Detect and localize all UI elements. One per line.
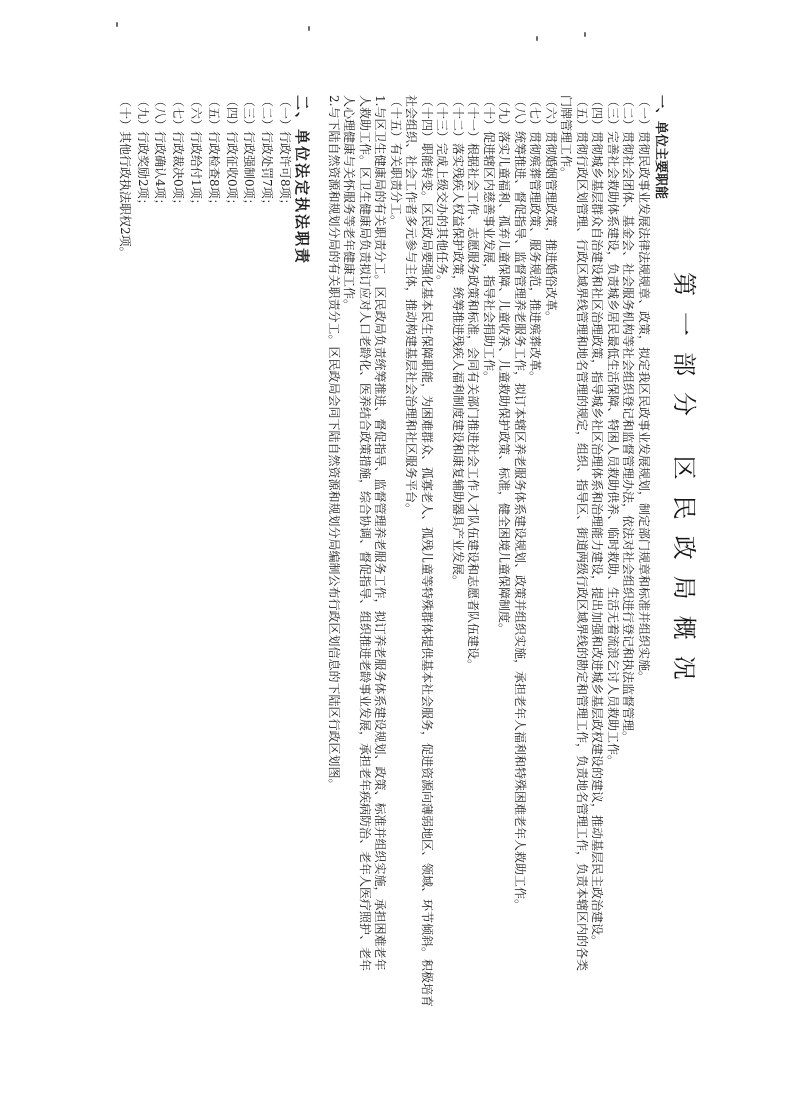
function-item: [527, 95, 543, 1007]
main-functions-list: [326, 95, 652, 1007]
function-item: [636, 95, 652, 1007]
function-line: 2.与下陆自然资源和规划分局的有关职责分工。区民政局会同下陆自然资源和规划分局编制公布行政区划信息的下陆区行政区划图。: [327, 95, 341, 791]
function-item: [465, 95, 481, 1007]
function-item: [512, 95, 528, 1007]
function-line: （五）贯彻行政区划管理、行政区域界线管理和地名管理的规定，组织、指导区、街道两级行政区域界线的勘定和管理工作，负责地名管理工作，负责本辖区内的各类: [575, 95, 589, 972]
function-line: （十四）职能转变。区民政局要强化基本民生保障职能，为困难群众、孤寡老人、孤残儿童等特殊群体提供基本社会服务，促进资源向薄弱地区、领域、环节倾斜。积极培育: [420, 95, 434, 1008]
function-line: 人救助工作。区卫生健康局负责拟订应对人口老龄化、医养结合政策措施，综合协调、督促指导、组织推进老龄事业发展，承担老年疾病防治、老年人医疗照护、老年: [358, 95, 372, 972]
function-item: [403, 95, 434, 1007]
enforcement-item: （四）行政征收0项；: [224, 95, 239, 211]
function-item: [589, 95, 605, 1007]
function-line: （七）贯彻殡葬管理政策、服务规范，推进殡葬改革。: [528, 95, 543, 384]
enforcement-item: （一）行政许可8项；: [278, 95, 292, 211]
function-item: [326, 95, 342, 1007]
function-item: [434, 95, 450, 1007]
function-item: [605, 95, 621, 1007]
enforcement-item: （五）行政检查8项；: [206, 95, 221, 211]
scan-speck: [308, 26, 310, 31]
function-line: （二）贯彻社会团体、基金会、社会服务机构等社会组织登记和监督管理办法，依法对社会组织进行登记和执法监督管理。: [621, 95, 636, 744]
function-item: [450, 95, 466, 1007]
function-item: [620, 95, 636, 1007]
function-line: （一）贯彻民政事业发展法律法规规章、政策，拟定我区民政事业发展规划，制定部门规章和标准并组织实施。: [637, 95, 651, 684]
enforcement-item: （六）行政给付1项；: [189, 95, 204, 211]
enforcement-item: （七）行政裁决0项；: [171, 95, 186, 211]
function-line: 人心理健康与关怀服务等老年健康工作。: [342, 95, 357, 312]
function-line: （三）完善社会救助体系建设，负责城乡居民最低生活保障、特困人员救助供养、临时救助、生活无着流浪乞讨人员救助工作。: [606, 95, 620, 768]
section-heading-enforcement-duties: 二、单位法定执法职责: [293, 95, 311, 266]
enforcement-item: （三）行政强制0项；: [242, 95, 257, 211]
enforcement-item: （九）行政奖励2项；: [135, 95, 150, 211]
function-line: （六）贯彻婚姻管理政策，推进婚俗改革。: [544, 95, 558, 324]
function-item: [496, 95, 512, 1007]
scan-speck: [584, 32, 586, 37]
function-line: （十）促进辖区内慈善事业发展，指导社会捐助工作。: [482, 95, 496, 384]
function-line: （八）统筹推进、督促指导、监督管理养老服务工作，拟订本辖区养老服务体系建设规划、政策并组织实施，承担老年人福利和特殊困难老年人救助工作。: [513, 95, 527, 912]
function-item: [543, 95, 559, 1007]
function-item: [481, 95, 497, 1007]
function-line: （十五）有关职责分工。: [389, 95, 403, 228]
scan-speck: [116, 22, 118, 27]
function-line: 社会组织、社会工作者多元参与主体，推动构建基层社会治理和社区服务平台。: [404, 95, 419, 516]
function-line: 1.与区卫生健康局的有关职责分工。区民政局负责统筹推进、督促指导、监督管理养老服务工作，拟订养老服务体系建设规划、政策、标准并组织实施，承担困难老年: [373, 95, 388, 971]
function-line: （十二）落实残疾人权益保护政策，统筹推进残疾人福利制度建设和康复辅助器具产业发展。: [451, 95, 465, 588]
scan-speck: [536, 36, 538, 41]
part-title: 第一部分 区民政局概况: [670, 272, 698, 696]
function-item: [341, 95, 388, 1007]
function-line: （十三）完成上级交办的其他任务。: [435, 95, 450, 288]
function-item: [558, 95, 589, 1007]
function-line: （四）贯彻城乡基层群众自治建设和社区治理政策，指导城乡社区治理体系和治理能力建设，提出加强和改进城乡基层政权建设的建议，推动基层民主政治建设。: [590, 95, 605, 948]
function-line: 门牌管理工作。: [559, 95, 574, 180]
enforcement-item: （十）其他行政执法职权2项。: [117, 95, 132, 259]
section-heading-main-functions: 一、单位主要职能: [653, 95, 668, 200]
enforcement-item: （二）行政处罚7项；: [260, 95, 275, 211]
function-line: （九）落实儿童福利、孤弃儿童保障、儿童收养、儿童救助保护政策、标准，健全困境儿童保障制度。: [497, 95, 512, 636]
enforcement-item: （八）行政确认4项；: [153, 95, 168, 211]
enforcement-duties-list: [115, 95, 293, 259]
function-item: [388, 95, 404, 1007]
function-line: （十一）根据社会工作、志愿服务政策和标准，会同有关部门推进社会工作人才队伍建设和志愿者队伍建设。: [466, 95, 481, 672]
